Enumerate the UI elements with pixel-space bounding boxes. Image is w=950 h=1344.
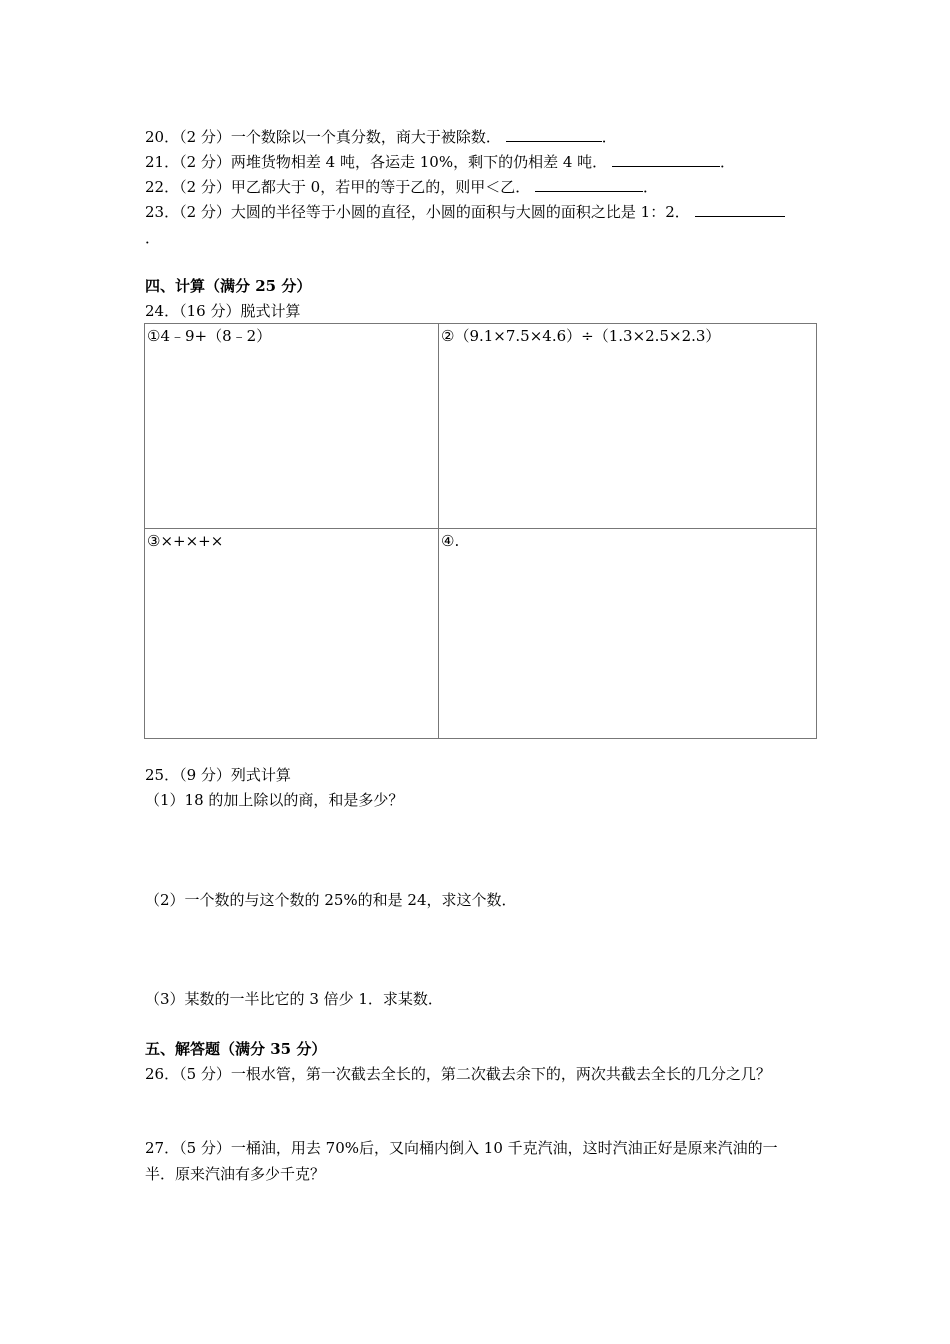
question-score: （2 分） xyxy=(179,203,231,221)
question-number: 23． xyxy=(145,203,180,221)
question-score: （2 分） xyxy=(179,128,231,146)
question-score: （16 分） xyxy=(179,302,241,320)
table-row xyxy=(145,529,817,739)
question-22 xyxy=(145,177,658,197)
question-number: 25． xyxy=(145,766,180,784)
question-25-part-2: （2）一个数的与这个数的 25%的和是 24，求这个数． xyxy=(145,891,517,909)
calc-expression: ④. xyxy=(441,532,460,550)
question-23-end: ． xyxy=(145,229,161,247)
calculation-table xyxy=(144,323,817,739)
question-20 xyxy=(145,127,617,147)
answer-blank[interactable] xyxy=(612,152,720,167)
question-text: 两堆货物相差 4 吨，各运走 10%，剩下的仍相差 4 吨． xyxy=(230,153,608,171)
question-number: 24． xyxy=(145,302,180,320)
answer-blank[interactable] xyxy=(535,177,643,192)
question-24 xyxy=(145,301,300,321)
question-21 xyxy=(145,152,735,172)
calc-expression: ②（9.1×7.5×4.6）÷（1.3×2.5×2.3） xyxy=(441,327,721,345)
question-text: 大圆的半径等于小圆的直径，小圆的面积与大圆的面积之比是 1：2． xyxy=(230,203,690,221)
question-score: （2 分） xyxy=(179,178,231,196)
question-25-part-3: （3）某数的一半比它的 3 倍少 1．求某数． xyxy=(145,990,443,1008)
question-number: 20． xyxy=(145,128,180,146)
question-title: 脱式计算 xyxy=(240,302,301,320)
calc-cell-2[interactable] xyxy=(439,324,817,529)
calc-expression: ③×+×+× xyxy=(147,532,224,550)
section-4-heading: 四、计算（满分 25 分） xyxy=(145,277,312,295)
question-26: 26．（5 分）一根水管，第一次截去全长的，第二次截去余下的，两次共截去全长的几分之几？ xyxy=(145,1065,771,1083)
question-end: ． xyxy=(643,178,659,196)
question-title: 列式计算 xyxy=(230,766,291,784)
question-27-line-2: 半．原来汽油有多少千克？ xyxy=(145,1165,326,1183)
calc-cell-4[interactable] xyxy=(439,529,817,739)
question-number: 22． xyxy=(145,178,180,196)
section-5-heading: 五、解答题（满分 35 分） xyxy=(145,1040,327,1058)
answer-blank[interactable] xyxy=(695,202,785,217)
question-27-line-1: 27．（5 分）一桶油，用去 70%后，又向桶内倒入 10 千克汽油，这时汽油正好是原来汽油的一 xyxy=(145,1139,778,1157)
table-row xyxy=(145,324,817,529)
question-text: 甲乙都大于 0，若甲的等于乙的，则甲＜乙． xyxy=(230,178,531,196)
question-25 xyxy=(145,765,291,785)
question-25-part-1: （1）18 的加上除以的商，和是多少？ xyxy=(145,791,404,809)
question-score: （9 分） xyxy=(179,766,231,784)
question-23 xyxy=(145,202,785,222)
question-text: 一个数除以一个真分数，商大于被除数． xyxy=(230,128,501,146)
calc-cell-3[interactable] xyxy=(145,529,439,739)
question-score: （2 分） xyxy=(179,153,231,171)
question-end: ． xyxy=(601,128,617,146)
question-end: ． xyxy=(719,153,735,171)
answer-blank[interactable] xyxy=(506,127,602,142)
calc-cell-1[interactable] xyxy=(145,324,439,529)
calc-expression: ①4﹣9+（8﹣2） xyxy=(147,327,272,345)
question-number: 21． xyxy=(145,153,180,171)
